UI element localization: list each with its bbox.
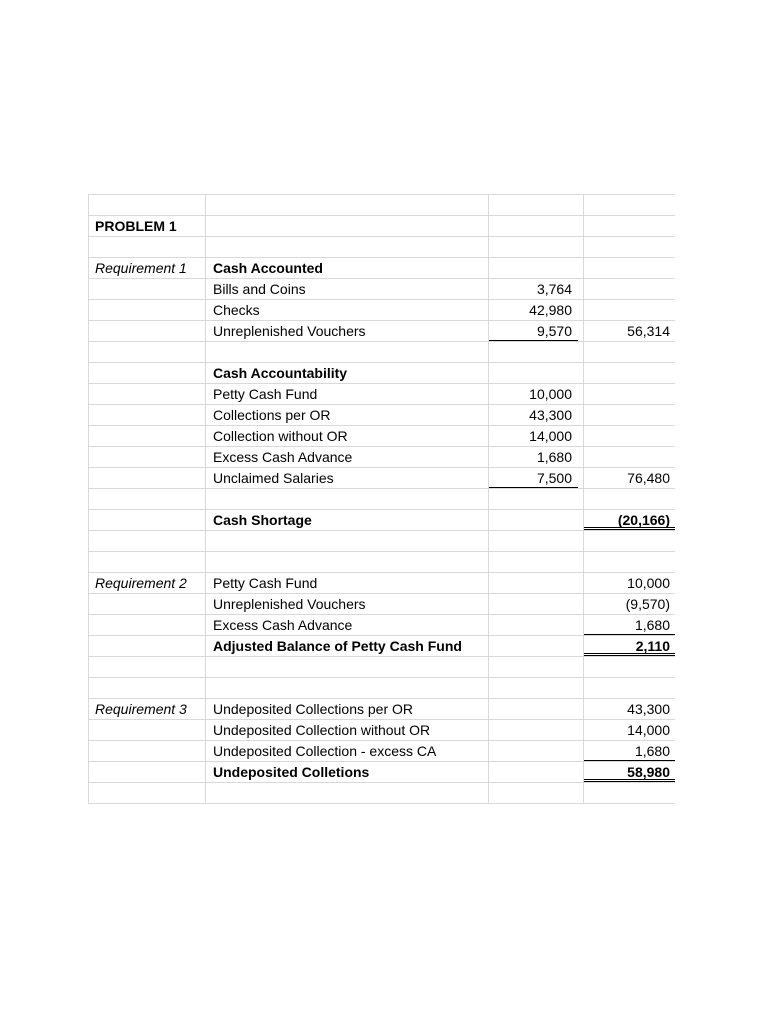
line-item-label: Bills and Coins [213,281,306,297]
requirement-2-label: Requirement 2 [95,575,187,591]
line-item-label: Unreplenished Vouchers [213,596,366,612]
table-row [88,741,675,762]
table-row [88,531,675,552]
table-row [88,447,675,468]
line-item-label: Undeposited Collection without OR [213,722,431,738]
line-item-value: 14,000 [627,722,670,738]
table-row [88,426,675,447]
line-item-label: Collection without OR [213,428,348,444]
line-item-value: 3,764 [536,281,572,297]
requirement-1-label: Requirement 1 [95,260,187,276]
line-item-value: 43,300 [627,701,670,717]
line-item-value: (9,570) [625,596,670,612]
grid-line [583,194,584,804]
table-row [88,321,675,342]
cash-accountability-total: 76,480 [627,470,670,486]
table-row [88,300,675,321]
cash-accounted-total: 56,314 [627,323,670,339]
table-row [88,237,675,258]
undeposited-total-label: Undeposited Colletions [213,764,370,780]
line-item-label: Petty Cash Fund [213,575,318,591]
line-item-value: 14,000 [529,428,572,444]
table-row [88,594,675,615]
table-row [88,573,675,594]
table-row [88,678,675,699]
table-row [88,489,675,510]
line-item-label: Excess Cash Advance [213,617,353,633]
table-row [88,468,675,489]
cash-accounted-header: Cash Accounted [213,260,323,276]
problem-title: PROBLEM 1 [95,218,177,234]
table-row [88,384,675,405]
table-row [88,510,675,531]
table-row [88,279,675,300]
cash-shortage-value: (20,166) [583,510,675,530]
line-item-label: Unreplenished Vouchers [213,323,366,339]
table-row [88,258,675,279]
adjusted-balance-label: Adjusted Balance of Petty Cash Fund [213,638,462,654]
line-item-value: 9,570 [488,321,578,341]
line-item-label: Collections per OR [213,407,331,423]
table-row [88,363,675,384]
line-item-value: 43,300 [529,407,572,423]
grid-line [488,194,489,804]
cash-shortage-label: Cash Shortage [213,512,312,528]
table-row [88,342,675,363]
line-item-value: 7,500 [488,468,578,488]
requirement-3-label: Requirement 3 [95,701,187,717]
line-item-label: Undeposited Collection - excess CA [213,743,437,759]
undeposited-total-value: 58,980 [583,762,675,782]
table-row [88,699,675,720]
line-item-label: Unclaimed Salaries [213,470,334,486]
line-item-value: 42,980 [529,302,572,318]
line-item-label: Excess Cash Advance [213,449,353,465]
table-row [88,405,675,426]
line-item-value: 1,680 [583,615,675,635]
line-item-value: 10,000 [529,386,572,402]
grid-line [88,194,89,804]
adjusted-balance-value: 2,110 [583,636,675,656]
table-row [88,636,675,657]
grid-line [205,194,206,804]
cash-accountability-header: Cash Accountability [213,365,348,381]
table-row [88,783,675,804]
line-item-label: Petty Cash Fund [213,386,318,402]
table-row [88,615,675,636]
table-row [88,720,675,741]
table-row [88,194,675,216]
table-row [88,216,675,237]
line-item-value: 1,680 [583,741,675,761]
line-item-label: Undeposited Collections per OR [213,701,413,717]
table-row [88,657,675,678]
line-item-label: Checks [213,302,260,318]
spreadsheet-table [88,194,675,804]
table-row [88,552,675,573]
line-item-value: 1,680 [536,449,572,465]
line-item-value: 10,000 [627,575,670,591]
table-row [88,762,675,783]
